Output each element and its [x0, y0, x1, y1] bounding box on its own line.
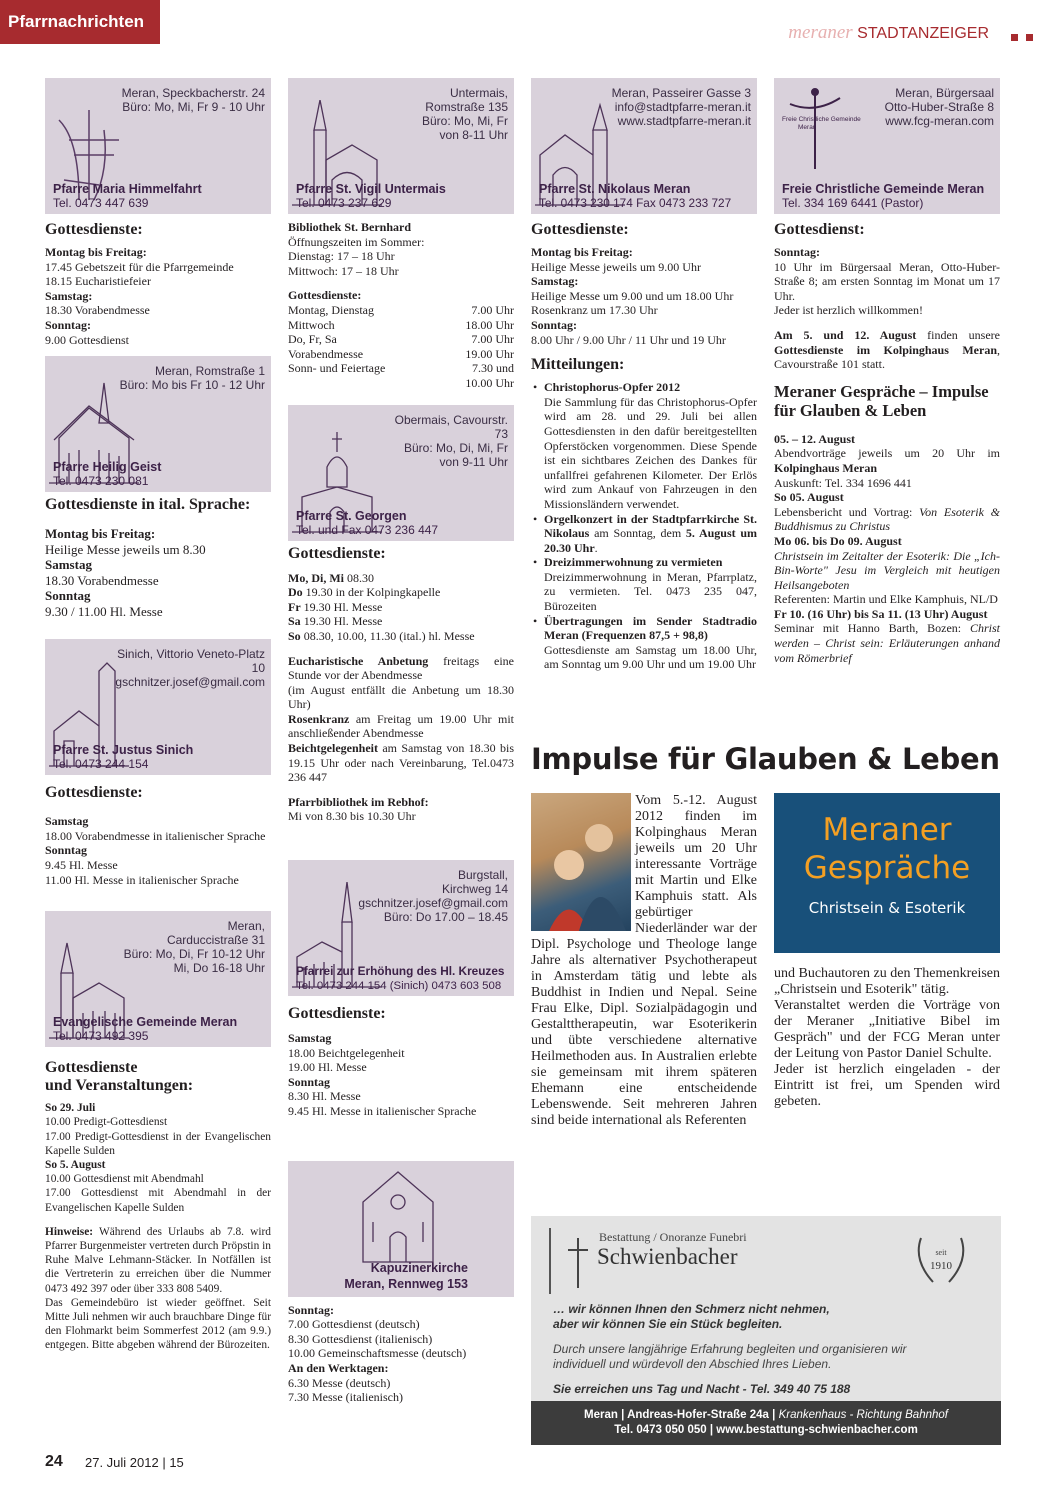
announcements-list	[531, 380, 757, 672]
parish-address: Meran, Carduccistraße 31 Büro: Mo, Di, Fr 10-12 Uhr Mi, Do 16-18 Uhr	[123, 919, 265, 976]
parish-box-evangelisch	[45, 911, 271, 1047]
parish-box-heilig-geist	[45, 356, 271, 492]
services-heading: Gottesdienste:	[45, 221, 143, 238]
laurel-icon	[911, 1230, 971, 1286]
parish-address: Burgstall, Kirchweg 14 gschnitzer.josef@gmail.com Büro: Do 17.00 – 18.45	[358, 868, 508, 925]
ad-text: … wir können Ihnen den Schmerz nicht nehmen, aber wir können Sie ein Stück begleiten. Durch unsere langjährige Erfahrung begleiten und organisieren wir individuell und würdevoll den Abschied Ihres Lieben. Sie erreichen uns Tag und Nacht - Tel. 349 40 75 188	[553, 1302, 907, 1396]
services-list: Mo, Di, Mi 08.30 Do 19.30 in der Kolpingkapelle Fr 19.30 Hl. Messe Sa 19.30 Hl. Messe So 08.30, 10.00, 11.30 (ital.) hl. Messe Eucharistische Anbetung freitags eine Stunde vor der Abendmesse (im August entfällt die Anbetung um 18.30 Uhr) Rosenkranz am Freitag um 19.00 Uhr mit anschließender Abendmesse Beichtgelegenheit am Samstag von 18.30 bis 19.15 Uhr oder nach Vereinbarung, Tel.0473 236 447 Pfarrbibliothek im Rebhof: Mi von 8.30 bis 10.30 Uhr	[288, 570, 514, 824]
parish-name: Kapuzinerkirche	[370, 1260, 468, 1275]
issue-date: 27. Juli 2012 | 15	[85, 1455, 184, 1470]
publication-brand	[788, 22, 989, 44]
list-item: • Christophorus-Opfer 2012 Die Sammlung für das Christophorus-Opfer wird am 28. und 29. Juli bei allen Gottesdiensten in den dafür bereitgestellten Opferstöcken vorgenommen. Diese Spende ist ein sichtbares Zeichen des Dankes für unfallfrei gefahrenen Kilometer. Der Erlös wird zum Ankauf von Fahrzeugen in den Missionsländern verwendet.	[531, 380, 757, 511]
parish-name: Pfarre St. Vigil Untermais	[296, 182, 446, 196]
parish-address: Meran, Passeirer Gasse 3 info@stadtpfarre-meran.it www.stadtpfarre-meran.it	[611, 86, 751, 128]
laurel-badge: seit 1910	[911, 1230, 971, 1286]
parish-phone: Tel. 334 169 6441 (Pastor)	[782, 196, 924, 210]
feature-article-continued: und Buchautoren zu den Themenkreisen „Christsein und Esoterik" tätig. Veranstaltet werden die Vorträge von der Meraner „Initiative Bibel im Gespräch" und der FCG Meran unter der Leitung von Pastor Daniel Schulte. Jeder ist herzlich eingeladen - der Eintritt ist frei, um Spenden wird gebeten.	[774, 966, 1001, 1109]
cross-icon	[565, 1236, 591, 1290]
parish-box-vigil	[288, 78, 514, 214]
parish-box-georgen	[288, 405, 514, 541]
brand-dots	[1003, 28, 1033, 46]
lecture-schedule: 05. – 12. August Abendvorträge jeweils um 20 Uhr im Kolpinghaus Meran Auskunft: Tel. 334 1696 441 So 05. August Lebensbericht und Vortrag: Von Esoterik & Buddhismus zu Christus Mo 06. bis Do 09. August Christsein im Zeitalter der Esoterik: Die „Ich-Bin-Worte" Jesu im Vergleich mit heutigen Heilsangeboten Referenten: Martin und Elke Kamphuis, NL/D Fr 10. (16 Uhr) bis Sa 11. (13 Uhr) August Seminar mit Hanno Barth, Bozen: Christ werden – Christ sein: Erläuterungen anhand vom Römerbrief	[774, 431, 1001, 665]
parish-name: Pfarre St. Justus Sinich	[53, 743, 194, 758]
parish-address: Meran, Rennweg 153	[344, 1276, 468, 1291]
parish-address: Obermais, Cavourstr. 73 Büro: Mo, Di, Mi, Fr von 9-11 Uhr	[394, 412, 508, 469]
feature-title: Impulse für Glauben & Leben	[531, 742, 1000, 776]
parish-name: Freie Christliche Gemeinde Meran	[782, 182, 985, 196]
section-tag: Pfarrnachrichten	[0, 0, 160, 44]
parish-name: Pfarre Maria Himmelfahrt	[53, 182, 202, 196]
parish-name: Pfarre St. Georgen	[296, 508, 407, 523]
parish-address: Meran, Speckbacherstr. 24 Büro: Mo, Mi, Fr 9 - 10 Uhr	[121, 86, 265, 114]
parish-phone: Tel. 0473 244 154	[53, 757, 149, 772]
schedule-row: Montag, Dienstag 7.00 Uhr	[288, 302, 514, 317]
church-icon	[358, 1167, 438, 1267]
funeral-advertisement	[531, 1216, 1001, 1445]
library-info: Bibliothek St. Bernhard Öffnungszeiten im Sommer: Dienstag: 17 – 18 Uhr Mittwoch: 17 – 18 Uhr Gottesdienste:	[288, 220, 425, 303]
column-3	[531, 78, 757, 672]
page-number: 24	[45, 1453, 63, 1470]
schedule-table	[288, 303, 514, 391]
column-4	[774, 78, 1000, 665]
parish-phone: Tel. 0473 237 629	[296, 196, 392, 210]
fcg-logo-text: Freie Christliche Gemeinde Meran	[782, 116, 861, 131]
services-heading: Gottesdienste:	[531, 221, 629, 238]
services-heading: Gottesdienste in ital. Sprache:	[45, 496, 251, 514]
brand-name: STADTANZEIGER	[857, 25, 989, 42]
parish-address: Meran, Bürgersaal Otto-Huber-Straße 8 www.fcg-meran.com	[884, 86, 994, 128]
parish-phone: Tel. 0473 230 174 Fax 0473 233 727	[539, 196, 732, 210]
services-list: Sonntag: 10 Uhr im Bürgersaal Meran, Otto-Huber-Straße 8; am ersten Sonntag im Monat um 17 Uhr. Jeder ist herzlich willkommen! Am 5. und 12. August finden unsere Gottesdienste im Kolpinghaus Meran, Cavourstraße 101 statt.	[774, 245, 1000, 372]
services-list: Samstag 18.00 Beichtgelegenheit 19.00 Hl. Messe Sonntag 8.30 Hl. Messe 9.45 Hl. Messe in italienischer Sprache	[288, 1031, 477, 1118]
parish-box-kreuz	[288, 860, 514, 996]
list-item: • Übertragungen im Sender Stadtradio Meran (Frequenzen 87,5 + 98,8) Gottesdienste am Samstag um 18.00 Uhr, am Sonntag um 9.00 Uhr und um 19.00 Uhr	[531, 614, 757, 672]
parish-phone: Tel. 0473 230 081	[53, 474, 149, 489]
list-item: • Dreizimmerwohnung zu vermieten Dreizimmerwohnung in Meran, Pfarrplatz, zu vermieten. Tel. 0473 235 047, Bürozeiten	[531, 555, 757, 613]
services-list: Samstag 18.00 Vorabendmesse in italienischer Sprache Sonntag 9.45 Hl. Messe 11.00 Hl. Messe in italienischer Sprache	[45, 814, 266, 887]
schedule-row: Do, Fr, Sa 7.00 Uhr	[288, 332, 514, 347]
meraner-gespraeche-heading: Meraner Gespräche – Impulse für Glauben & Leben	[774, 381, 989, 420]
ad-logo: Bestattung / Onoranze Funebri Schwienbacher	[549, 1228, 757, 1294]
services-list: Montag bis Freitag: Heilige Messe jeweils um 9.00 Uhr Samstag: Heilige Messe um 9.00 und um 18.00 Uhr Rosenkranz um 17.30 Uhr Sonntag: 8.00 Uhr / 9.00 Uhr / 11 Uhr und 19 Uhr	[531, 245, 734, 347]
services-list: So 29. Juli 10.00 Predigt-Gottesdienst 17.00 Predigt-Gottesdienst in der Evangelischen Kapelle Sulden So 5. August 10.00 Gottesdienst mit Abendmahl 17.00 Gottesdienst mit Abendmahl in der Evangelischen Kapelle Sulden Hinweise: Während des Urlaubs ab 7.8. wird Pfarrer Burgenmeister vertreten durch Pröpstin in Ruhe Malve Lehmann-Stäcker. In Notfällen ist die Vertreterin zu erreichen über die Nummer 0473 492 397 oder über 333 808 5409. Das Gemeindebüro ist wieder geöffnet. Seit Mitte Juli nehmen wir auch brauchbare Dinge für den Flohmarkt beim Sommerfest 2012 (am 9.9.) entgegen. Bitte abgeben während der Bürozeiten.	[45, 1102, 271, 1352]
services-heading: Gottesdienste und Veranstaltungen:	[45, 1059, 194, 1095]
ad-footer: Meran | Andreas-Hofer-Straße 24a | Krankenhaus - Richtung Bahnhof Tel. 0473 050 050 | www.bestattung-schwienbacher.com	[531, 1401, 1001, 1445]
parish-name: Pfarrei zur Erhöhung des Hl. Kreuzes	[296, 964, 505, 979]
parish-name: Pfarre St. Nikolaus Meran	[539, 182, 691, 196]
parish-address: Sinich, Vittorio Veneto-Platz 10 gschnitzer.josef@gmail.com	[115, 647, 265, 690]
schedule-row: Mittwoch 18.00 Uhr	[288, 317, 514, 332]
parish-box-nikolaus	[531, 78, 757, 214]
services-list: Montag bis Freitag: 17.45 Gebetszeit für die Pfarrgemeinde 18.15 Eucharistiefeier Samstag: 18.30 Vorabendmesse Sonntag: 9.00 Gottesdienst	[45, 245, 234, 347]
parish-name: Pfarre Heilig Geist	[53, 460, 162, 475]
parish-box-fcg	[774, 78, 1000, 214]
services-list: Montag bis Freitag: Heilige Messe jeweils um 8.30 Samstag 18.30 Vorabendmesse Sonntag 9.30 / 11.00 Hl. Messe	[45, 526, 206, 619]
parish-phone: Tel. 0473 492 395	[53, 1029, 149, 1044]
services-heading: Gottesdienst:	[774, 221, 865, 238]
parish-address: Meran, Romstraße 1 Büro: Mo bis Fr 10 - 12 Uhr	[119, 364, 265, 393]
parish-phone: Tel. 0473 244 154 (Sinich) 0473 603 508	[296, 980, 502, 993]
services-heading: Gottesdienste:	[288, 1005, 386, 1023]
services-heading: Gottesdienste:	[45, 784, 143, 802]
parish-address: Untermais, Romstraße 135 Büro: Mo, Mi, Fr von 8-11 Uhr	[421, 86, 508, 142]
feature-article: Vom 5.-12. August 2012 finden im Kolpinghaus Meran jeweils um 20 Uhr interessante Vorträge mit Martin und Elke Kamphuis statt. Als gebürtiger Niederländer war der Dipl. Psychologe und Theologe lange Jahre als alternativer Psychotherapeut in Amsterdam tätig und lebte als Buddhist in Indien und Nepal. Seine Frau Elke, Dipl. Sozialpädagogin und Gestalttherapeutin, war Esoterikerin und übte verschiedene alternative Heilmethoden aus. In Australien erlebte sie gemeinsam mit ihrem späteren Ehemann eine entscheidende Lebenswende. Seit mehreren Jahren sind beide international als Referenten	[531, 793, 757, 1128]
meraner-gespraeche-banner: Meraner Gespräche Christsein & Esoterik	[774, 793, 1000, 953]
parish-box-justus	[45, 639, 271, 775]
schedule-row: Sonn- und Feiertage 7.30 und	[288, 361, 514, 376]
schedule-row: 10.00 Uhr	[465, 375, 514, 390]
brand-italic: meraner	[788, 22, 853, 43]
parish-phone: Tel. 0473 447 639	[53, 196, 149, 210]
parish-box-kapuziner	[288, 1161, 514, 1297]
column-1	[45, 78, 271, 1353]
parish-name: Evangelische Gemeinde Meran	[53, 1015, 238, 1030]
parish-box-maria-himmelfahrt	[45, 78, 271, 214]
parish-phone: Tel. und Fax 0473 236 447	[296, 522, 439, 537]
schedule-row: Vorabendmesse 19.00 Uhr	[288, 346, 514, 361]
services-heading: Gottesdienste:	[288, 544, 386, 562]
column-2	[288, 78, 514, 1405]
list-item: • Orgelkonzert in der Stadtpfarrkirche St. Nikolaus am Sonntag, dem 5. August um 20.30 Uhr.	[531, 512, 757, 556]
announcements-heading: Mitteilungen:	[531, 356, 625, 374]
services-list: Sonntag: 7.00 Gottesdienst (deutsch) 8.30 Gottesdienst (italienisch) 10.00 Gemeinschaftsmesse (deutsch) An den Werktagen: 6.30 Messe (deutsch) 7.30 Messe (italienisch)	[288, 1302, 467, 1405]
